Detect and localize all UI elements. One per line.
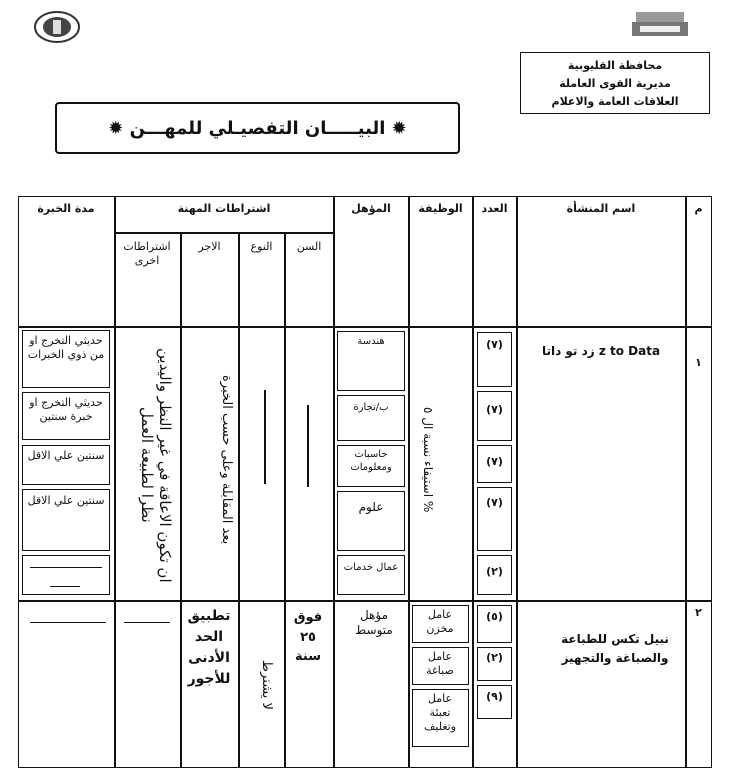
row1-qual-4: علوم [358,500,384,514]
row1-qual-1: هندسة [357,336,385,347]
row2-company: نبيل تكس للطباعة والصباغة والتجهيز [561,632,669,666]
header-count: العدد [481,202,508,215]
row2-job-2: عامل صباغة [426,650,454,677]
row2-count-2: (٢) [486,651,503,664]
row1-count-1: (٧) [486,338,503,351]
row1-count-5: (٢) [486,565,503,578]
header-gender: النوع [250,240,273,253]
row1-num: ١ [695,356,702,369]
header-company: اسم المنشأة [566,202,636,215]
row2-gender: لا يشترط [259,660,274,710]
row2-num: ٢ [695,606,702,619]
row2-job-1: عامل مخزن [426,608,454,635]
office-line-2: مديرية القوى العاملة [559,77,671,90]
header-other: اشتراطات اخرى [123,240,171,267]
row2-count-1: (٥) [486,610,503,623]
header-job: الوظيفة [418,202,463,215]
ministry-seal-logo [33,10,81,44]
row1-qual-5: عمال خدمات [343,562,399,573]
row1-exp-4: سنتين علي الاقل [27,494,105,507]
office-line-1: محافظة القليوبية [567,59,663,72]
header-conditions: اشتراطات المهنة [177,202,271,215]
row1-exp-3: سنتين علي الاقل [27,449,105,462]
row1-qual-3: حاسبات ومعلومات [350,449,392,473]
header-age: السن [296,240,322,253]
office-info-box [520,52,710,114]
row1-qual-2: ب/تجارة [353,402,389,413]
header-qualification: المؤهل [351,202,391,215]
row2-job-3: عامل تعبئة وتغليف [423,692,457,733]
row2-qualification: مؤهل متوسط [355,608,393,637]
row1-wage: بعد المقابلة وعلى حسب الخبرة [219,375,234,545]
row2-age: فوق ٢٥ سنة [293,610,323,664]
row1-count-2: (٧) [486,403,503,416]
row1-count-4: (٧) [486,496,503,509]
row1-count-3: (٧) [486,455,503,468]
row1-exp-2: حديثي التخرج او خبرة سنتين [29,396,103,423]
header-wage: الاجر [198,240,221,253]
header-num: م [694,202,703,215]
row1-job-text: استيفاء نسبة ال ٥ % [421,407,435,513]
page-title: ✹ البيـــــان التفصيـلي للمهـــن ✹ [108,118,407,139]
row1-company: زد تو داتا z to Data [541,344,661,358]
row1-other: ان تكون الاعاقة في غير النظر واليدين نظرا لطبيعة العمل [138,347,174,583]
title-box [55,102,460,154]
row1-exp-1: حديثي التخرج او من ذوي الخبرات [27,334,105,361]
row2-wage: تطبيق الحد الأدنى للأجور [187,608,231,687]
header-experience: مدة الخبرة [37,202,95,215]
manpower-logo [630,8,690,38]
row2-count-3: (٩) [486,690,503,703]
office-line-3: العلاقات العامة والاعلام [551,95,679,108]
